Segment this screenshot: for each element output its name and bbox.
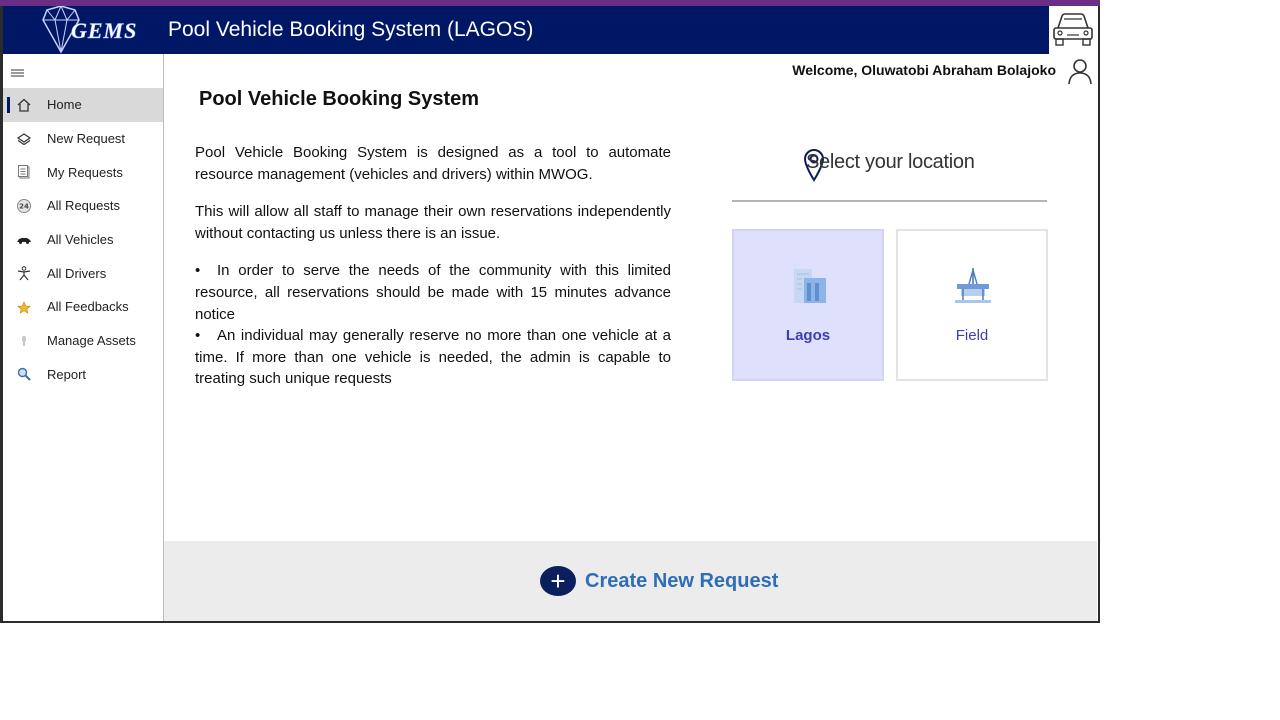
bullet-icon: • <box>195 262 201 280</box>
description-paragraph: This will allow all staff to manage their own reservations independently without contacting us unless there is an issue. <box>195 203 671 242</box>
car-icon <box>1049 6 1097 54</box>
sidebar-item-manage-assets[interactable] <box>3 324 163 358</box>
list-item-text: In order to serve the needs of the community with this limited resource, all reservations should be made with 15 minutes advance notice <box>195 262 671 323</box>
location-label: Field <box>955 327 989 344</box>
sidebar-item-label: All Vehicles <box>47 232 114 248</box>
bullet-icon: • <box>195 327 201 345</box>
home-icon <box>15 96 33 114</box>
sidebar-item-home[interactable] <box>3 88 163 122</box>
description-paragraph: Pool Vehicle Booking System is designed as a tool to automate resource management (vehicles and drivers) within MWOG. <box>195 144 671 183</box>
gems-logo[interactable] <box>41 6 138 54</box>
plus-icon: + <box>540 566 576 596</box>
svg-text:24: 24 <box>19 202 29 211</box>
asset-icon <box>15 332 33 350</box>
oil-rig-icon <box>953 266 993 306</box>
user-icon[interactable] <box>1066 57 1094 85</box>
location-option-lagos[interactable] <box>732 229 884 381</box>
building-icon <box>790 266 830 306</box>
sidebar-item-label: Report <box>47 366 87 382</box>
footer-bar <box>164 541 1097 621</box>
sidebar-nav <box>3 88 163 391</box>
car-badge <box>1049 6 1097 54</box>
star-icon <box>15 298 33 316</box>
drivers-icon <box>15 264 33 282</box>
sidebar-item-all-requests[interactable] <box>3 189 163 223</box>
hamburger-icon[interactable] <box>10 66 26 80</box>
page-title: Pool Vehicle Booking System <box>199 88 480 110</box>
sidebar-item-all-feedbacks[interactable] <box>3 290 163 324</box>
sidebar-item-all-drivers[interactable] <box>3 256 163 290</box>
sidebar-item-my-requests[interactable] <box>3 155 163 189</box>
create-new-request-label: Create New Request <box>585 569 779 592</box>
create-new-request-button[interactable] <box>540 564 778 598</box>
app-header <box>3 6 1049 54</box>
sidebar <box>3 54 164 621</box>
sidebar-item-label: Home <box>47 97 82 113</box>
location-option-field[interactable] <box>896 229 1048 381</box>
system-description <box>195 142 671 390</box>
list-item <box>195 325 671 390</box>
magnifier-icon <box>15 365 33 383</box>
list-item <box>195 260 671 325</box>
sidebar-item-label: Manage Assets <box>47 333 136 349</box>
sidebar-item-label: New Request <box>47 131 126 147</box>
divider <box>732 200 1047 202</box>
sidebar-item-label: My Requests <box>47 164 123 180</box>
document-icon <box>15 163 33 181</box>
sidebar-item-report[interactable] <box>3 358 163 392</box>
24h-icon <box>15 197 33 215</box>
welcome-text: Welcome, Oluwatobi Abraham Bolajoko <box>792 62 1056 78</box>
sidebar-item-label: All Drivers <box>47 265 107 281</box>
logo-text: GEMS <box>71 18 138 43</box>
sidebar-item-label: All Requests <box>47 198 120 214</box>
layers-icon <box>15 130 33 148</box>
list-item-text: An individual may generally reserve no more than one vehicle at a time. If more than one vehicle is needed, the admin is capable to treating such unique requests <box>195 327 671 388</box>
location-title: Select your location <box>806 151 975 173</box>
sidebar-item-label: All Feedbacks <box>47 299 129 315</box>
car-icon <box>15 231 33 249</box>
location-label: Lagos <box>785 327 831 344</box>
sidebar-item-all-vehicles[interactable] <box>3 223 163 257</box>
sidebar-item-new-request[interactable] <box>3 122 163 156</box>
rules-list <box>195 260 671 390</box>
app-title: Pool Vehicle Booking System (LAGOS) <box>168 18 534 41</box>
